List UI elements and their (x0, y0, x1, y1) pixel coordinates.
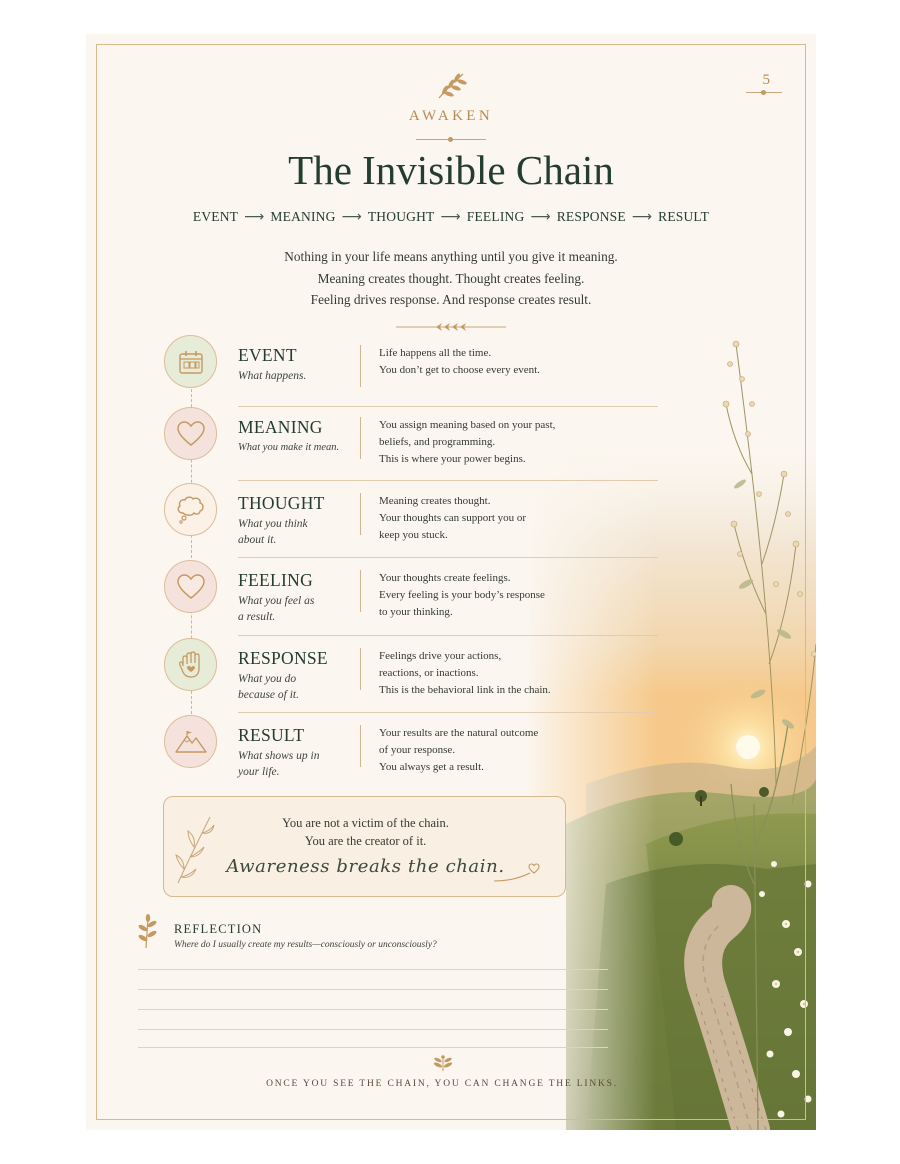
mountain-icon (174, 729, 208, 755)
step-description: Your thoughts create feelings. Every feeling is your body’s response to your thinking. (379, 572, 545, 618)
callout-line: You are the creator of it. (304, 834, 427, 848)
step-subtitle: What you think about it. (238, 518, 308, 546)
chain-flow (86, 209, 816, 225)
step-separator (238, 406, 658, 407)
step-name: RESULT (238, 725, 305, 745)
flow-arrow-icon: ⟶ (631, 209, 653, 225)
reflection-question: Where do I usually create my results—consciously or unconsciously? (174, 940, 437, 950)
page-title: The Invisible Chain (288, 147, 614, 193)
page-number: 5 (762, 72, 770, 88)
step-description: Your results are the natural outcome of your response. You always get a result. (379, 727, 539, 773)
step-badge (164, 715, 217, 768)
arrow-ornament-icon (396, 320, 506, 334)
callout-script-text: Awareness breaks the chain. (226, 856, 505, 877)
footer-tagline: ONCE YOU SEE THE CHAIN, YOU CAN CHANGE THE LINKS. (266, 1079, 618, 1089)
flow-arrow-icon: ⟶ (244, 209, 265, 225)
step-separator (238, 712, 658, 713)
step-subtitle: What shows up in your life. (238, 750, 320, 778)
reflection-heading: REFLECTION (174, 922, 263, 936)
thought-bubble-icon (175, 495, 207, 525)
step-badge (164, 483, 217, 536)
step-separator (238, 635, 658, 636)
leaf-sprig-icon (429, 68, 473, 102)
calendar-icon (177, 348, 205, 376)
step-divider (360, 570, 361, 612)
writing-line[interactable] (138, 1009, 608, 1010)
step-badge (164, 407, 217, 460)
step-divider (360, 648, 361, 690)
callout-line: You are not a victim of the chain. (282, 816, 449, 830)
flow-step-event: EVENT (192, 209, 239, 224)
intro-paragraph (86, 246, 816, 311)
flow-step-thought: THOUGHT (367, 209, 435, 224)
heart-outline-icon (176, 420, 206, 448)
flow-step-meaning: MEANING (270, 209, 336, 224)
flow-arrow-icon: ⟶ (530, 209, 551, 225)
writing-line[interactable] (138, 1029, 608, 1030)
step-name: MEANING (238, 417, 323, 437)
landscape-illustration (526, 284, 816, 1130)
step-name: FEELING (238, 570, 314, 590)
intro-line: Meaning creates thought. Thought creates feeling. (317, 270, 585, 286)
step-divider (360, 345, 361, 387)
step-name: RESPONSE (238, 648, 328, 668)
step-badge (164, 335, 217, 388)
step-separator (238, 557, 658, 558)
step-description: Life happens all the time. You don’t get to choose every event. (379, 347, 540, 376)
step-description: You assign meaning based on your past, beliefs, and programming. This is where your power begins. (379, 419, 556, 465)
step-subtitle: What you feel as a result. (238, 595, 315, 623)
step-description: Meaning creates thought. Your thoughts can support you or keep you stuck. (379, 495, 527, 541)
step-subtitle: What happens. (238, 370, 307, 382)
writing-line[interactable] (138, 969, 608, 970)
kicker-divider (416, 139, 486, 140)
step-badge (164, 638, 217, 691)
step-divider (360, 493, 361, 535)
page-number-rule (746, 92, 782, 93)
flow-step-feeling: FEELING (466, 209, 525, 224)
step-badge (164, 560, 217, 613)
step-description: Feelings drive your actions, reactions, or inactions. This is the behavioral link in the chain. (379, 650, 551, 696)
step-separator (238, 480, 658, 481)
intro-line: Nothing in your life means anything until you give it meaning. (284, 249, 618, 264)
writing-line[interactable] (138, 1047, 608, 1048)
writing-line[interactable] (138, 989, 608, 990)
flow-step-response: RESPONSE (556, 209, 626, 224)
step-name: EVENT (238, 345, 297, 365)
reflection-sprig-icon (134, 914, 160, 950)
flow-arrow-icon: ⟶ (341, 209, 362, 225)
heart-icon (176, 573, 206, 601)
step-subtitle: What you do because of it. (238, 673, 299, 701)
step-divider (360, 725, 361, 767)
awareness-callout (163, 796, 566, 897)
heart-flourish-icon (494, 859, 550, 885)
flow-step-result: RESULT (658, 209, 710, 224)
flow-arrow-icon: ⟶ (440, 209, 461, 225)
hand-heart-icon (177, 650, 205, 680)
step-divider (360, 417, 361, 459)
intro-line: Feeling drives response. And response creates result. (310, 292, 592, 307)
worksheet-page (86, 34, 816, 1130)
step-subtitle: What you make it mean. (238, 442, 340, 453)
section-kicker: AWAKEN (408, 108, 494, 124)
step-name: THOUGHT (238, 493, 325, 513)
footer-sprig-icon (429, 1054, 457, 1072)
